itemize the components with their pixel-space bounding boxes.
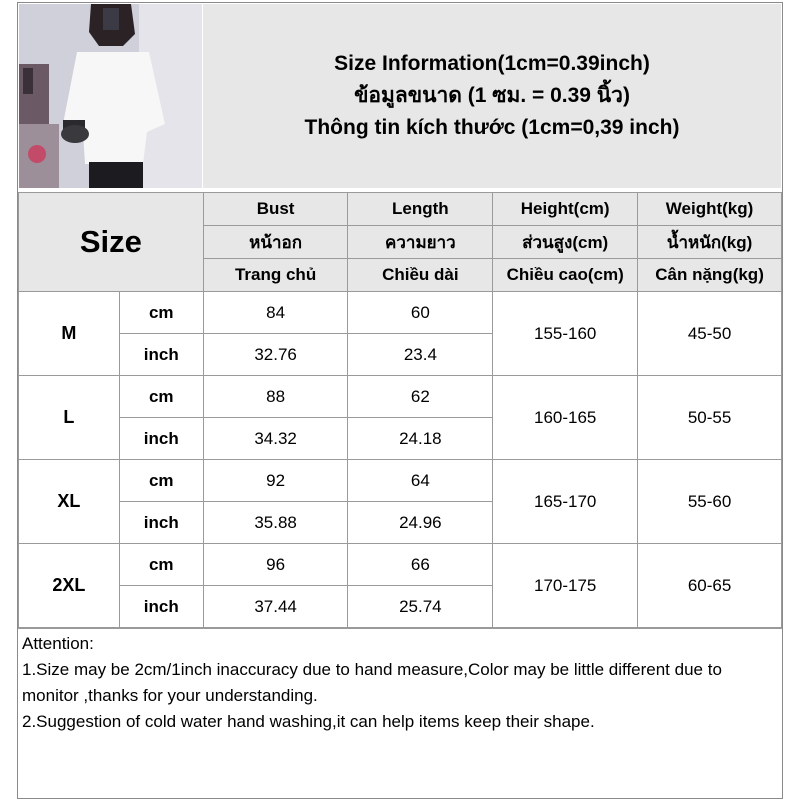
length-inch: 24.96 [348,502,493,544]
unit-inch: inch [119,418,203,460]
size-table [18,192,782,628]
header-row-en [19,193,782,226]
notes-heading: Attention: [22,634,94,653]
table-row [19,376,782,418]
weight-range: 55-60 [638,460,782,544]
height-header-th: ส่วนสูง(cm) [493,226,638,259]
height-range: 155-160 [493,292,638,376]
bust-header-en: Bust [203,193,348,226]
length-header-en: Length [348,193,493,226]
title-thai: ข้อมูลขนาด (1 ซม. = 0.39 นิ้ว) [354,84,630,107]
length-inch: 25.74 [348,586,493,628]
bust-header-th: หน้าอก [203,226,348,259]
attention-notes [18,628,782,798]
unit-inch: inch [119,502,203,544]
unit-cm: cm [119,376,203,418]
length-header-th: ความยาว [348,226,493,259]
title-vietnamese: Thông tin kích thước (1cm=0,39 inch) [304,116,680,139]
weight-range: 60-65 [638,544,782,628]
size-label: L [19,376,120,460]
length-cm: 66 [348,544,493,586]
product-photo [19,4,202,188]
bust-inch: 35.88 [203,502,348,544]
weight-range: 50-55 [638,376,782,460]
bust-cm: 92 [203,460,348,502]
weight-header-en: Weight(kg) [638,193,782,226]
title-english: Size Information(1cm=0.39inch) [334,52,650,75]
unit-cm: cm [119,292,203,334]
note-line-2: 2.Suggestion of cold water hand washing,it can help items keep their shape. [22,712,595,731]
length-header-vi: Chiều dài [348,259,493,292]
bust-cm: 84 [203,292,348,334]
unit-cm: cm [119,460,203,502]
size-label: XL [19,460,120,544]
size-label: M [19,292,120,376]
bust-inch: 34.32 [203,418,348,460]
bust-cm: 88 [203,376,348,418]
bust-header-vi: Trang chủ [203,259,348,292]
unit-cm: cm [119,544,203,586]
unit-inch: inch [119,586,203,628]
length-cm: 64 [348,460,493,502]
length-cm: 60 [348,292,493,334]
weight-range: 45-50 [638,292,782,376]
note-line-1: 1.Size may be 2cm/1inch inaccuracy due to hand measure,Color may be little different due to monitor ,thanks for your understanding. [22,660,722,705]
unit-inch: inch [119,334,203,376]
table-row [19,460,782,502]
height-header-vi: Chiều cao(cm) [493,259,638,292]
height-range: 170-175 [493,544,638,628]
bust-cm: 96 [203,544,348,586]
height-range: 160-165 [493,376,638,460]
weight-header-vi: Cân nặng(kg) [638,259,782,292]
height-range: 165-170 [493,460,638,544]
title-block [203,4,781,188]
bust-inch: 37.44 [203,586,348,628]
size-column-header: Size [19,193,204,292]
table-row [19,292,782,334]
height-header-en: Height(cm) [493,193,638,226]
bust-inch: 32.76 [203,334,348,376]
size-label: 2XL [19,544,120,628]
length-inch: 24.18 [348,418,493,460]
weight-header-th: น้ำหนัก(kg) [638,226,782,259]
table-row [19,544,782,586]
length-cm: 62 [348,376,493,418]
length-inch: 23.4 [348,334,493,376]
